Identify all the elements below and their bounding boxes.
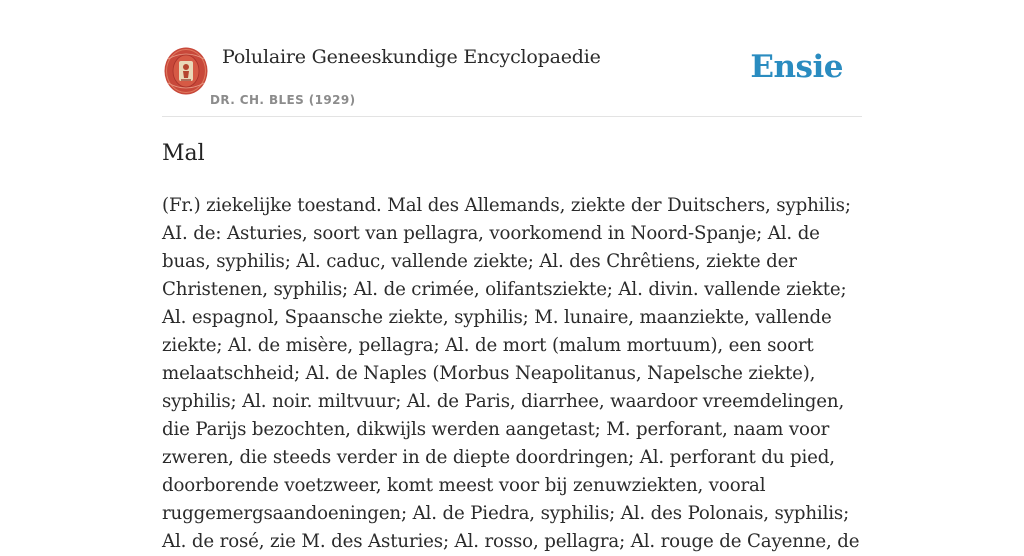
source-title[interactable]: Polulaire Geneeskundige Encyclopaedie	[222, 46, 601, 68]
entry-body: (Fr.) ziekelijke toestand. Mal des Allemands, ziekte der Duitschers, syphilis; AI. de: Asturies, soort van pellagra, voorkomend in Noord-Spanje; Al. de buas, syphilis; Al. caduc, vallende ziekte; Al. des Chrêtiens, ziekte der Christenen, syphilis; Al. de crimée, olifantsziekte; Al. divin. vallende ziekte; Al. espagnol, Spaansche ziekte, syphilis; M. lunaire, maanziekte, vallende ziekte; Al. de misère, pellagra; Al. de mort (malum mortuum), een soort melaatschheid; Al. de Naples (Morbus Neapolitanus, Napelsche ziekte), syphilis; Al. noir. miltvuur; Al. de Paris, diarrhee, waardoor vreemdelingen, die Parijs bezochten, dikwijls werden aangetast; M. perforant, naam voor zweren, die steeds verder in de diepte doordringen; Al. perforant du pied, doorborende voetzweer, komt meest voor bij zenuwziekten, vooral ruggemergsaandoeningen; Al. de Piedra, syphilis; Al. des Polonais, syphilis; Al. de rosé, zie M. des Asturies; Al. rosso, pellagra; Al. rouge de Cayenne, de	[162, 195, 860, 552]
entry-title: Mal	[162, 141, 205, 166]
brand-logo[interactable]: Ensie	[750, 49, 843, 85]
source-header	[162, 40, 862, 117]
source-author: DR. CH. BLES (1929)	[210, 93, 356, 107]
book-cover-icon[interactable]	[164, 47, 208, 95]
